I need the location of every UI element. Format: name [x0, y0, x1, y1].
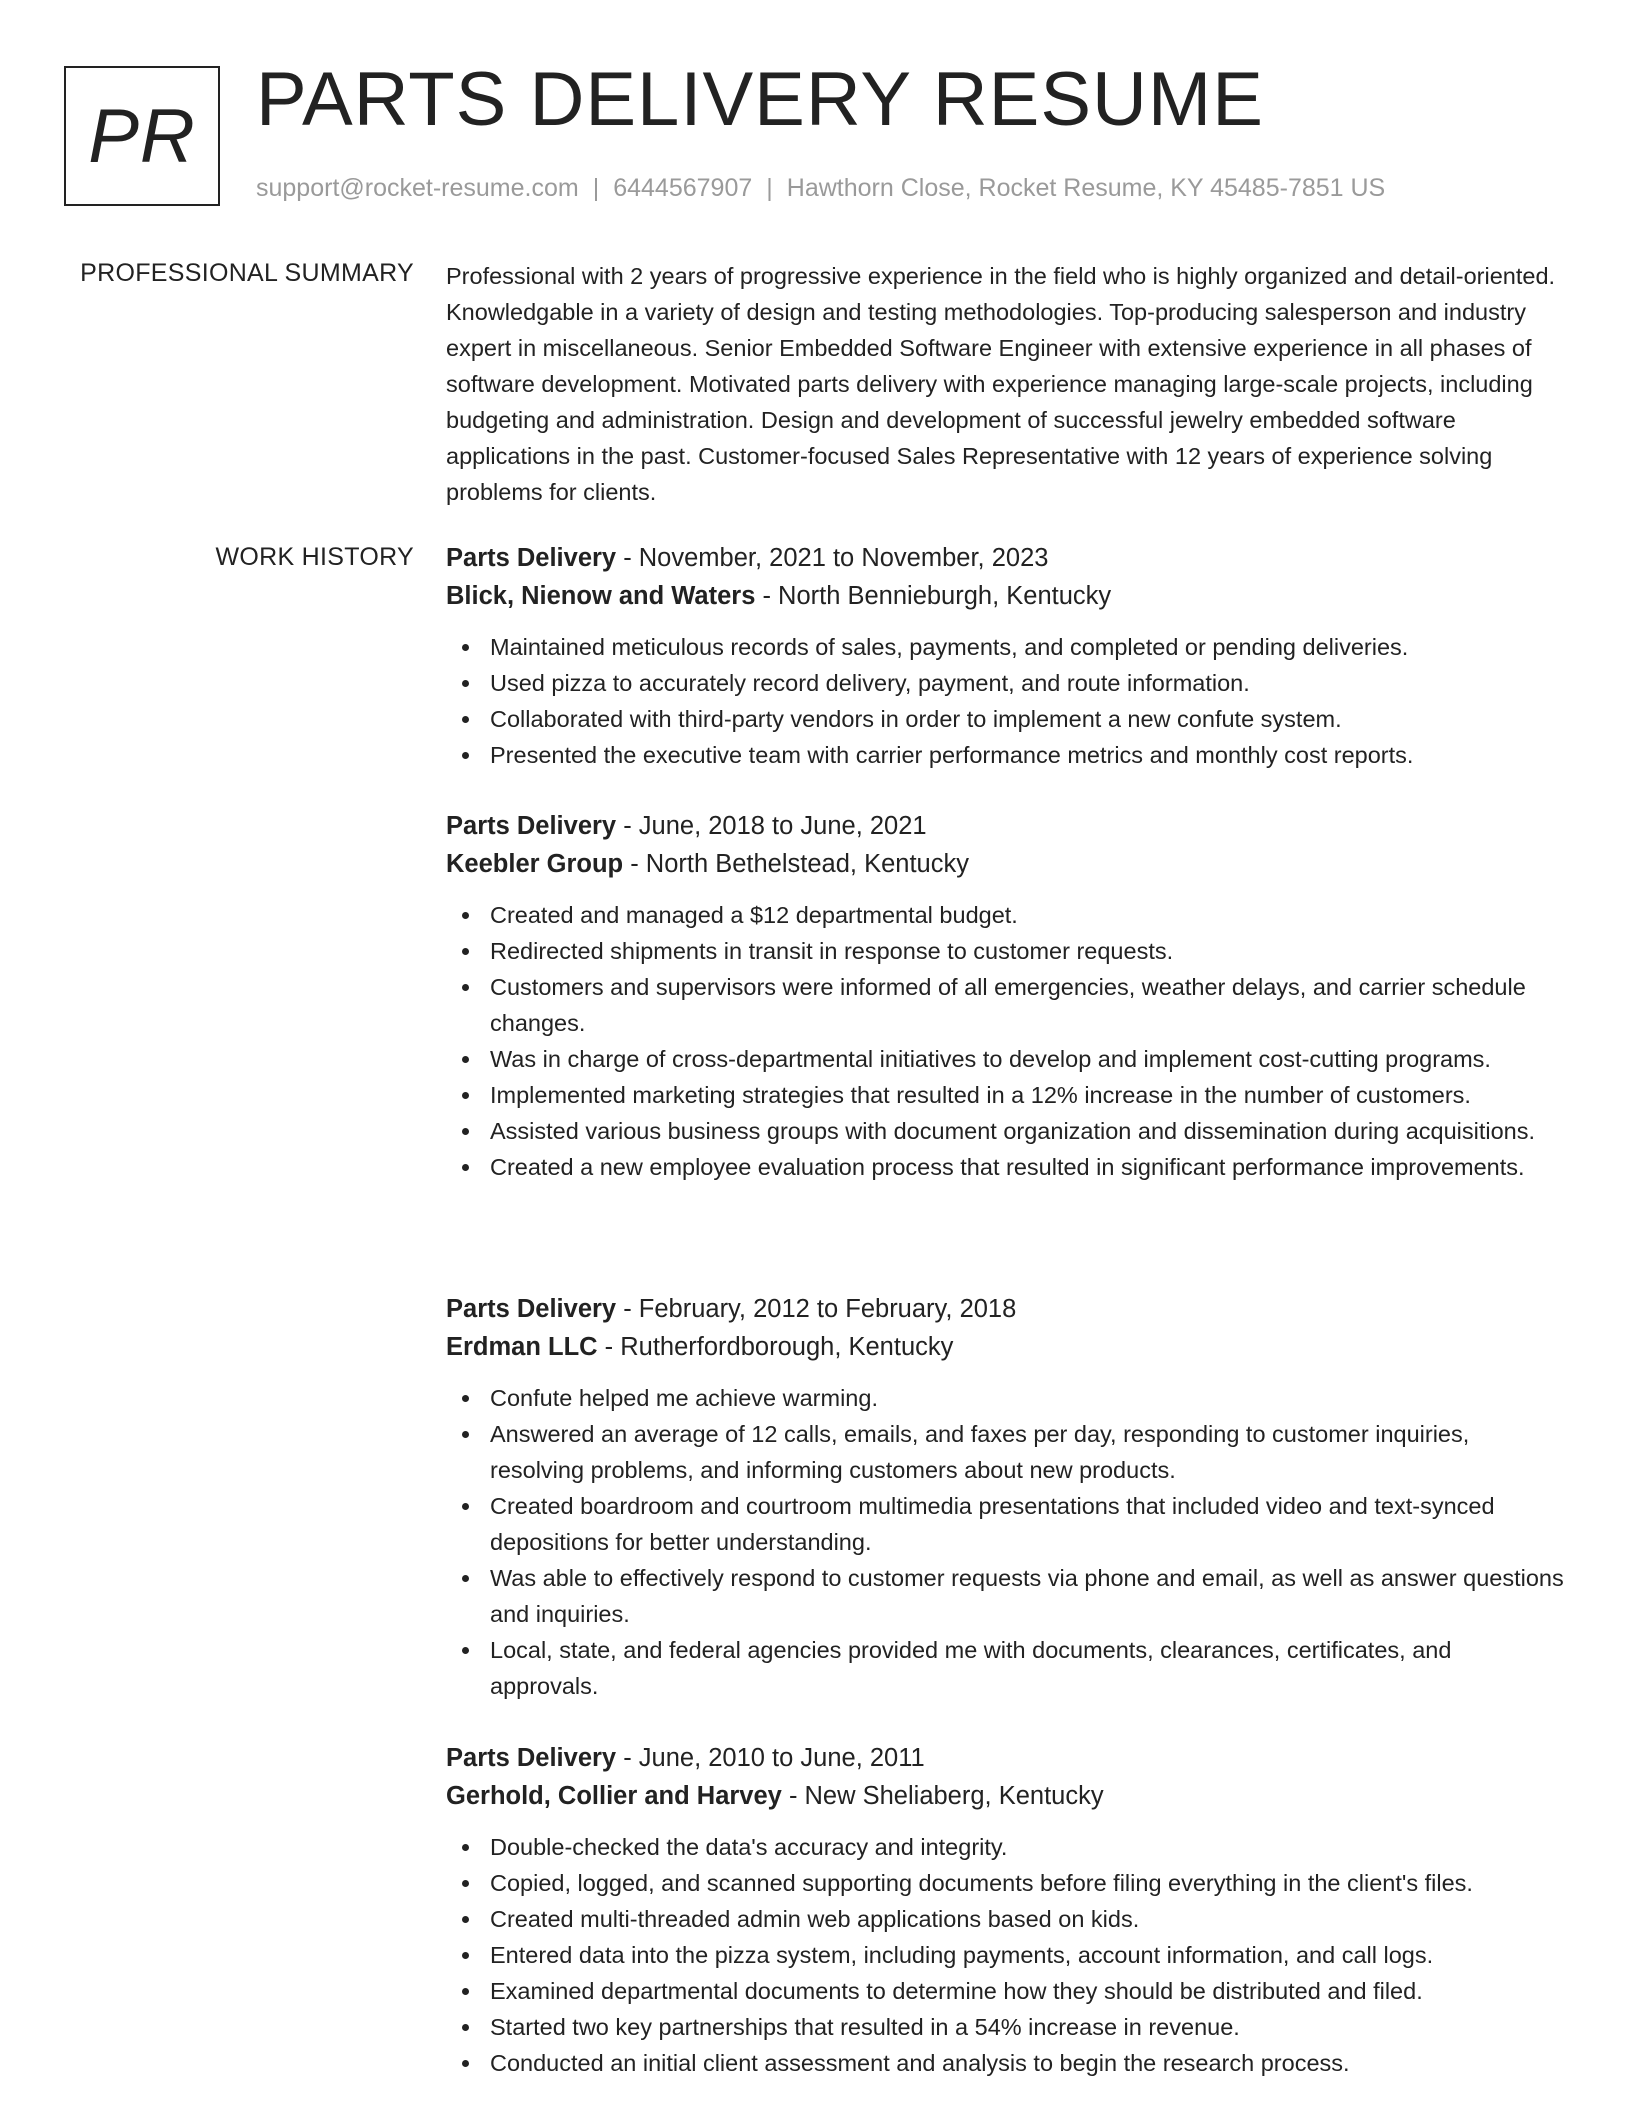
job-company-line [446, 1328, 1566, 1366]
job-company: Erdman LLC [446, 1333, 598, 1361]
summary-text: Professional with 2 years of progressive experience in the field who is highly organized and detail-oriented. Knowledgable in a variety of design and testing methodologies. Top-producing salesperson and industry expert in miscellaneous. Senior Embedded Software Engineer with extensive experience in all phases of software development. Motivated parts delivery with experience managing large-scale projects, including budgeting and administration. Design and development of successful jewelry embedded software applications in the past. Customer-focused Sales Representative with 12 years of experience solving problems for clients. [446, 263, 1556, 505]
job-bullet: Answered an average of 12 calls, emails, and faxes per day, responding to customer inquiries, resolving problems, and informing customers about new products. [446, 1416, 1566, 1488]
job-bullet: Examined departmental documents to determine how they should be distributed and filed. [446, 1973, 1566, 2009]
job-bullet: Presented the executive team with carrier performance metrics and monthly cost reports. [446, 737, 1566, 773]
job-bullet: Created multi-threaded admin web applications based on kids. [446, 1901, 1566, 1937]
job-bullet: Collaborated with third-party vendors in order to implement a new confute system. [446, 701, 1566, 737]
job-title: Parts Delivery [446, 1295, 617, 1323]
job-title-line [446, 539, 1566, 577]
job-bullet: Was able to effectively respond to customer requests via phone and email, as well as answer questions and inquiries. [446, 1560, 1566, 1632]
job-dates: - February, 2012 to February, 2018 [616, 1295, 1017, 1323]
job-title-line [446, 807, 1566, 845]
job-bullet: Customers and supervisors were informed of all emergencies, weather delays, and carrier schedule changes. [446, 969, 1566, 1041]
job-dates: - June, 2010 to June, 2011 [616, 1744, 925, 1772]
contact-line [256, 174, 1385, 203]
job-location: - North Bethelstead, Kentucky [623, 850, 969, 878]
job-bullets [446, 629, 1566, 773]
job-title-line [446, 1739, 1566, 1777]
job-bullet: Maintained meticulous records of sales, payments, and completed or pending deliveries. [446, 629, 1566, 665]
job-bullet: Double-checked the data's accuracy and integrity. [446, 1829, 1566, 1865]
job-bullet: Started two key partnerships that resulted in a 54% increase in revenue. [446, 2009, 1566, 2045]
job-bullet: Created boardroom and courtroom multimedia presentations that included video and text-synced depositions for better understanding. [446, 1488, 1566, 1560]
page-title: PARTS DELIVERY RESUME [256, 57, 1264, 142]
job-title: Parts Delivery [446, 1744, 617, 1772]
resume-header [64, 57, 1592, 211]
summary-body [446, 258, 1566, 510]
job-bullet: Confute helped me achieve warming. [446, 1380, 1566, 1416]
section-label-summary: PROFESSIONAL SUMMARY [80, 259, 414, 287]
section-label-work-history: WORK HISTORY [215, 543, 414, 571]
contact-address: Hawthorn Close, Rocket Resume, KY 45485-7851 US [786, 174, 1386, 202]
job-bullets [446, 1829, 1566, 2081]
contact-phone[interactable]: 6444567907 [613, 174, 753, 202]
job-bullet: Implemented marketing strategies that resulted in a 12% increase in the number of customers. [446, 1077, 1566, 1113]
contact-separator: | [592, 174, 600, 202]
job-bullet: Used pizza to accurately record delivery, payment, and route information. [446, 665, 1566, 701]
job-entry [446, 539, 1566, 773]
job-entry [446, 1290, 1566, 1704]
job-bullet: Entered data into the pizza system, including payments, account information, and call logs. [446, 1937, 1566, 1973]
contact-separator: | [766, 174, 773, 202]
job-bullet: Assisted various business groups with document organization and dissemination during acquisitions. [446, 1113, 1566, 1149]
job-location: - New Sheliaberg, Kentucky [781, 1782, 1104, 1810]
job-company-line [446, 1777, 1566, 1815]
job-bullet: Created a new employee evaluation process that resulted in significant performance improvements. [446, 1149, 1566, 1185]
job-title-line [446, 1290, 1566, 1328]
job-bullets [446, 897, 1566, 1185]
job-company-line [446, 577, 1566, 615]
contact-email[interactable]: support@rocket-resume.com [256, 174, 579, 202]
job-company: Gerhold, Collier and Harvey [446, 1782, 782, 1810]
monogram-badge: PR [64, 66, 220, 206]
job-entry [446, 807, 1566, 1185]
job-title: Parts Delivery [446, 812, 617, 840]
job-bullet: Was in charge of cross-departmental initiatives to develop and implement cost-cutting programs. [446, 1041, 1566, 1077]
job-dates: - June, 2018 to June, 2021 [616, 812, 927, 840]
job-bullet: Created and managed a $12 departmental budget. [446, 897, 1566, 933]
job-entry [446, 1739, 1566, 2081]
job-bullet: Copied, logged, and scanned supporting documents before filing everything in the client's files. [446, 1865, 1566, 1901]
job-dates: - November, 2021 to November, 2023 [616, 544, 1049, 572]
job-title: Parts Delivery [446, 544, 617, 572]
job-bullet: Local, state, and federal agencies provided me with documents, clearances, certificates, and approvals. [446, 1632, 1566, 1704]
job-company: Blick, Nienow and Waters [446, 582, 756, 610]
job-bullets [446, 1380, 1566, 1704]
job-bullet: Conducted an initial client assessment and analysis to begin the research process. [446, 2045, 1566, 2081]
job-location: - Rutherfordborough, Kentucky [597, 1333, 954, 1361]
job-company: Keebler Group [446, 850, 624, 878]
job-company-line [446, 845, 1566, 883]
job-location: - North Bennieburgh, Kentucky [755, 582, 1112, 610]
job-bullet: Redirected shipments in transit in response to customer requests. [446, 933, 1566, 969]
